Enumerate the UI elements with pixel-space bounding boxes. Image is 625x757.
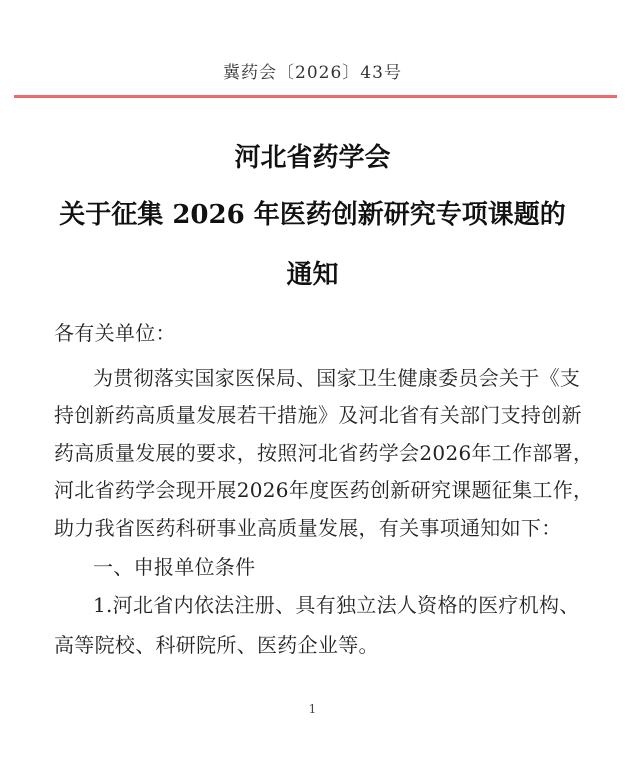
body-line: 为贯彻落实国家医保局、国家卫生健康委员会关于《支: [93, 366, 581, 390]
body-line: 河北省药学会现开展2026年度医药创新研究课题征集工作，: [54, 478, 594, 502]
salutation: 各有关单位：: [54, 321, 176, 345]
body-line: 助力我省医药科研事业高质量发展，有关事项通知如下：: [54, 516, 562, 540]
body-line: 药高质量发展的要求，按照河北省药学会2026年工作部署，: [54, 441, 594, 465]
document-number: 冀药会〔2026〕43号: [223, 63, 402, 83]
page-number: 1: [308, 702, 317, 716]
title-line-subject: 关于征集 2026 年医药创新研究专项课题的: [59, 200, 566, 230]
section-item-line: 高等院校、科研院所、医药企业等。: [54, 633, 379, 657]
body-line: 持创新药高质量发展若干措施》及河北省有关部门支持创新: [54, 403, 582, 427]
red-header-divider: [14, 95, 617, 98]
title-line-notice: 通知: [286, 260, 339, 290]
title-line-organization: 河北省药学会: [234, 143, 391, 173]
section-heading: 一、申报单位条件: [93, 555, 256, 579]
section-item-line: 1.河北省内依法注册、具有独立法人资格的医疗机构、: [93, 593, 580, 617]
